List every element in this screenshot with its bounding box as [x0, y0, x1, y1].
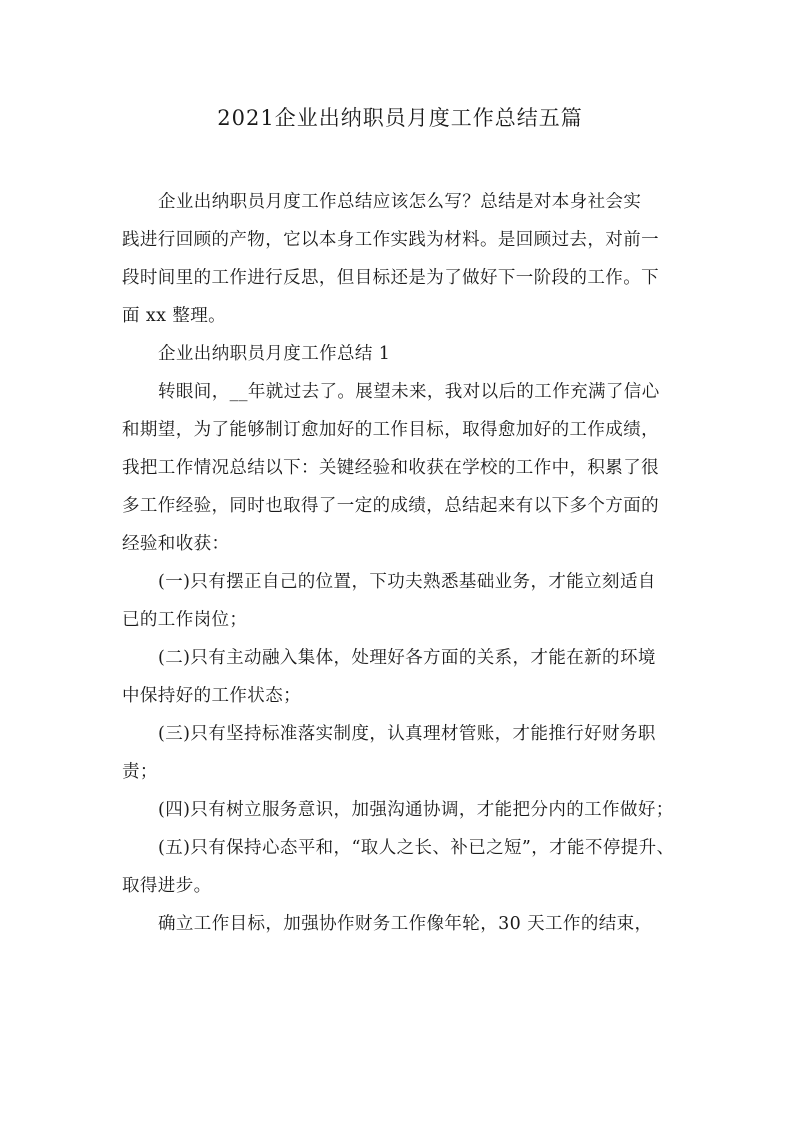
text-line: 确立工作目标，加强协作财务工作像年轮，30 天工作的结束， [158, 914, 653, 934]
text-line: 和期望，为了能够制订愈加好的工作目标，取得愈加好的工作成绩， [122, 420, 659, 440]
list-item-line: (一)只有摆正自己的位置，下功夫熟悉基础业务，才能立刻适自 [158, 572, 656, 592]
text-line: 我把工作情况总结以下：关键经验和收获在学校的工作中，积累了很 [122, 458, 659, 478]
list-item-line: (四)只有树立服务意识，加强沟通协调，才能把分内的工作做好； [158, 800, 674, 820]
text-line: 转眼间，__年就过去了。展望未来，我对以后的工作充满了信心 [158, 382, 660, 402]
text-line: 企业出纳职员月度工作总结应该怎么写？总结是对本身社会实 [158, 192, 642, 212]
list-item-line: 已的工作岗位； [122, 610, 248, 630]
text-line: 段时间里的工作进行反思，但目标还是为了做好下一阶段的工作。下 [122, 268, 659, 288]
list-item-line: (五)只有保持心态平和，“取人之长、补已之短”，才能不停提升、 [158, 838, 675, 858]
text-line: 践进行回顾的产物，它以本身工作实践为材料。是回顾过去，对前一 [122, 230, 659, 250]
list-item-line: (三)只有坚持标准落实制度，认真理材管账，才能推行好财务职 [158, 724, 656, 744]
text-line: 经验和收获： [122, 534, 230, 554]
list-item-line: 中保持好的工作状态； [122, 686, 301, 706]
list-item-line: 取得进步。 [122, 876, 212, 896]
document-body [122, 183, 692, 943]
document-title: 2021企业出纳职员月度工作总结五篇 [217, 106, 583, 130]
text-line: 多工作经验，同时也取得了一定的成绩，总结起来有以下多个方面的 [122, 496, 659, 516]
list-item-line: (二)只有主动融入集体，处理好各方面的关系，才能在新的环境 [158, 648, 656, 668]
text-line: 面 xx 整理。 [122, 306, 227, 326]
list-item-line: 责； [122, 762, 158, 782]
section-heading: 企业出纳职员月度工作总结 1 [158, 344, 391, 364]
